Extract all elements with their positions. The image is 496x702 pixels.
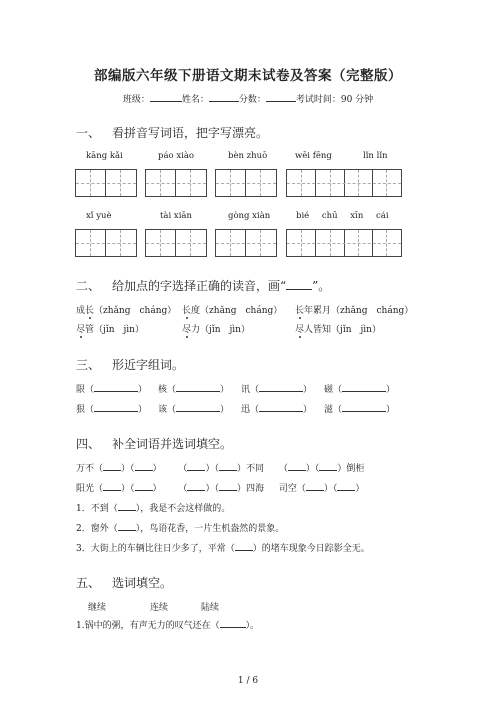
answer-blank[interactable] xyxy=(288,461,306,471)
answer-blank[interactable] xyxy=(306,481,324,491)
time-label: 考试时间：90 分钟 xyxy=(295,95,374,105)
answer-blank[interactable] xyxy=(220,618,246,628)
student-info-line xyxy=(0,92,496,105)
reading-options[interactable]: （jǐn jìn） xyxy=(94,325,144,335)
answer-blank[interactable] xyxy=(103,461,121,471)
reading-row-2b: 尽力（jǐn jìn） xyxy=(182,325,250,335)
answer-blank[interactable] xyxy=(103,481,121,491)
reading-options[interactable]: （zhǎng cháng） xyxy=(94,306,177,316)
reading-row-2c: 尽人皆知（jǐn jìn） xyxy=(295,325,381,335)
reading-row-1b: 长度（zhǎng cháng） xyxy=(182,306,283,316)
answer-blank[interactable] xyxy=(219,461,237,471)
writing-box[interactable] xyxy=(286,229,402,257)
reading-options[interactable]: （jǐn jìn） xyxy=(331,325,381,335)
section-2-heading: 二、 给加点的字选择正确的读音，画“ ”。 xyxy=(76,279,331,293)
page-number: 1 / 6 xyxy=(237,676,259,686)
idiom-row-2: 阳光（ ）（ ） （ ）（ ）四海 司空（ ）（ ） xyxy=(76,481,364,494)
answer-blank[interactable] xyxy=(118,521,136,531)
answer-blank[interactable] xyxy=(187,461,205,471)
writing-box[interactable] xyxy=(75,229,137,257)
answer-blank[interactable] xyxy=(259,382,303,392)
writing-box[interactable] xyxy=(145,229,207,257)
reading-options[interactable]: （zhǎng cháng） xyxy=(200,306,283,316)
page-title: 部编版六年级下册语文期末试卷及答案（完整版） xyxy=(94,68,402,84)
word-option: 继续 xyxy=(88,603,107,613)
answer-blank[interactable] xyxy=(219,481,237,491)
class-blank[interactable] xyxy=(150,92,182,102)
answer-blank[interactable] xyxy=(176,382,220,392)
word-option: 陆续 xyxy=(201,603,220,613)
writing-box[interactable] xyxy=(286,169,402,197)
section-3-heading: 三、 形近字组词。 xyxy=(76,358,185,372)
reading-row-2: 尽管（jǐn jìn） xyxy=(76,325,144,335)
fill-question-1: 1．不到（ ），我是不会这样做的。 xyxy=(76,501,230,514)
section-1-heading: 一、 看拼音写词语，把字写漂亮。 xyxy=(76,126,269,140)
answer-blank[interactable] xyxy=(187,481,205,491)
writing-boxes-row-1 xyxy=(0,169,496,197)
word-bank xyxy=(0,600,496,612)
reading-row-1c: 长年累月（zhǎng cháng） xyxy=(295,306,414,316)
answer-blank[interactable] xyxy=(235,541,253,551)
answer-blank[interactable] xyxy=(176,402,220,412)
writing-box[interactable] xyxy=(145,169,207,197)
reading-row-1: 成长（zhǎng cháng） xyxy=(76,306,177,316)
reading-options[interactable]: （zhǎng cháng） xyxy=(331,306,414,316)
answer-blank[interactable] xyxy=(135,481,153,491)
reading-options[interactable]: （jǐn jìn） xyxy=(200,325,250,335)
name-blank[interactable] xyxy=(209,92,239,102)
answer-blank[interactable] xyxy=(135,461,153,471)
writing-box[interactable] xyxy=(75,169,137,197)
answer-blank[interactable] xyxy=(319,461,337,471)
answer-blank[interactable] xyxy=(259,402,303,412)
writing-boxes-row-2 xyxy=(0,229,496,257)
answer-blank[interactable] xyxy=(337,481,355,491)
pinyin-row-2: xǐ yuè tài xiān gòng xiàn bié chū xīn cái xyxy=(86,211,389,221)
writing-box[interactable] xyxy=(215,169,277,197)
section-4-heading: 四、 补全词语并选词填空。 xyxy=(76,437,233,451)
name-label: 姓名： xyxy=(181,95,209,105)
underline-sample xyxy=(286,280,312,290)
section-5-heading: 五、 选词填空。 xyxy=(76,576,173,590)
score-label: 分数： xyxy=(238,95,266,105)
answer-blank[interactable] xyxy=(342,402,386,412)
idiom-row-1: 万不（ ）（ ） （ ）（ ）不同 （ ）（ ）倒柜 xyxy=(76,461,364,474)
answer-blank[interactable] xyxy=(94,382,138,392)
answer-blank[interactable] xyxy=(94,402,138,412)
score-blank[interactable] xyxy=(266,92,296,102)
class-label: 班级： xyxy=(122,95,150,105)
answer-blank[interactable] xyxy=(342,382,386,392)
word-option: 连续 xyxy=(150,603,169,613)
writing-box[interactable] xyxy=(215,229,277,257)
fill-question-2: 2．窗外（ ），鸟语花香，一片生机盎然的景象。 xyxy=(76,521,284,534)
fill-question-3: 3．大街上的车辆比往日少多了，平常（ ）的堵车现象今日踪影全无。 xyxy=(76,541,370,554)
fill-question-5-1: 1.锅中的粥，有声无力的叹气还在（ ）。 xyxy=(76,618,259,631)
answer-blank[interactable] xyxy=(118,501,136,511)
pinyin-row-1: kāng kǎi páo xiào bèn zhuō wēi fēng lǐn lǐn xyxy=(86,151,388,161)
